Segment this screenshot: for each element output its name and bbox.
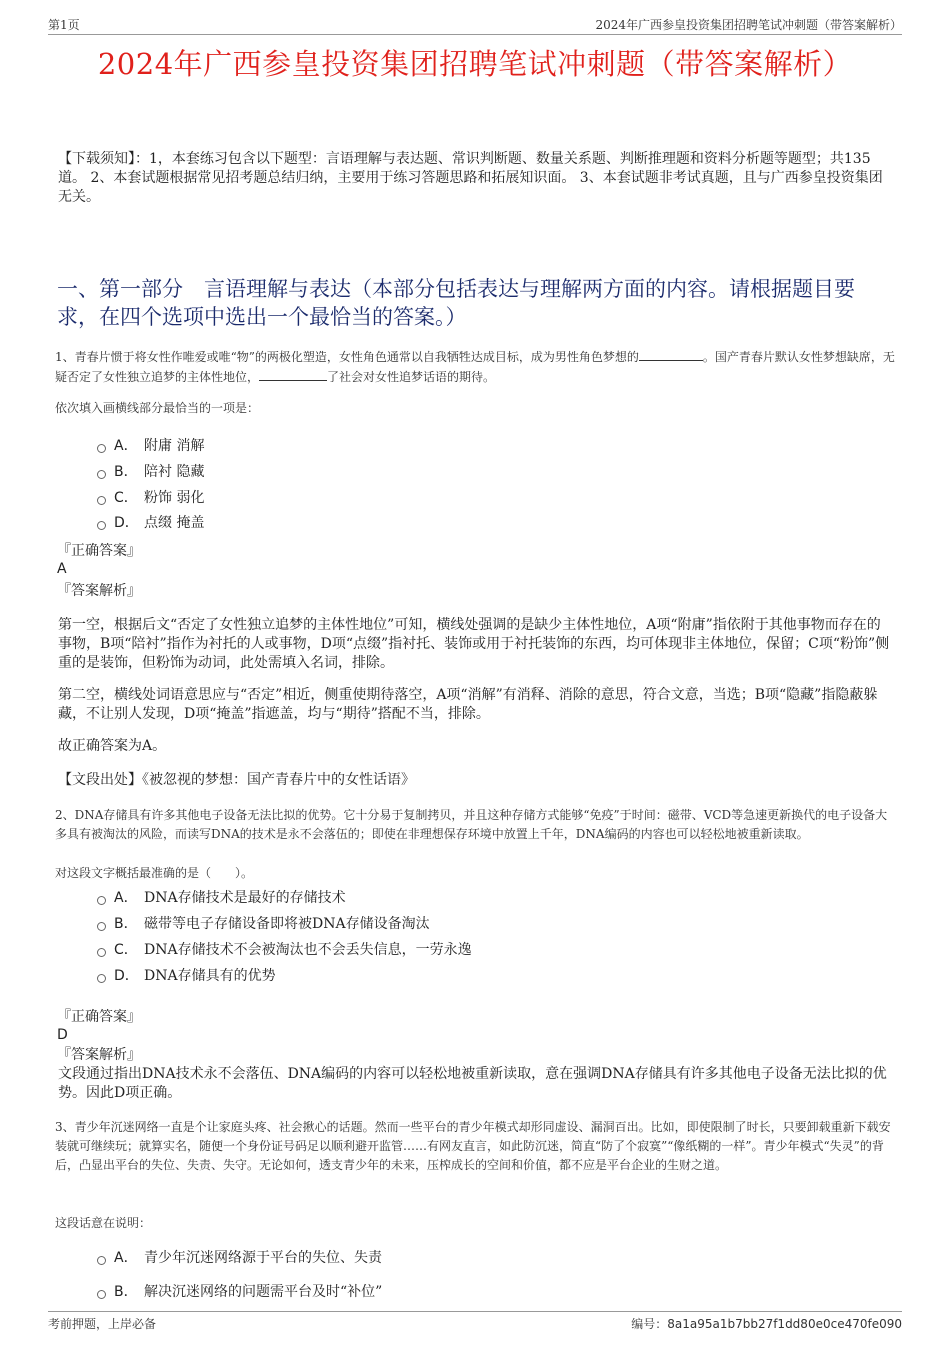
question-2-stem: 2、DNA存储具有许多其他电子设备无法比拟的优势。它十分易于复制拷贝，并且这种存储方式能够“免疫”于时间：磁带、VCD等急速更新换代的电子设备大多具有被淘汰的风险，而读写DNA的技术是永不会落伍的；即使在非理想保存环境中放置上千年，DNA编码的内容也可以轻松地被重新读取。 [55, 808, 888, 841]
option-letter: A． [114, 438, 138, 454]
option-text: 附庸 消解 [144, 438, 205, 454]
q1-source: 【文段出处】《被忽视的梦想：国产青春片中的女性话语》 [58, 772, 415, 788]
option-letter: B． [114, 464, 138, 480]
question-1-stem [55, 347, 895, 387]
option-text: 点缀 掩盖 [144, 515, 205, 531]
q2-answer: D [57, 1027, 68, 1043]
radio-icon[interactable] [97, 1256, 106, 1265]
q3-option-a[interactable] [97, 1248, 382, 1268]
radio-icon[interactable] [97, 496, 106, 505]
option-text: DNA存储具有的优势 [144, 968, 276, 984]
radio-icon[interactable] [97, 948, 106, 957]
radio-icon[interactable] [97, 444, 106, 453]
option-text: 粉饰 弱化 [144, 490, 205, 506]
radio-icon[interactable] [97, 922, 106, 931]
q1-stem-part-a: 1、青春片惯于将女性作唯爱或唯“物”的两极化塑造，女性角色通常以自我牺牲达成目标，成为男性角色梦想的 [55, 350, 639, 364]
q1-analysis-2: 第二空，横线处词语意思应与“否定”相近，侧重使期待落空，A项“消解”有消释、消除的意思，符合文意，当选；B项“隐藏”指隐蔽躲藏，不让别人发现，D项“掩盖”指遮盖，均与“期待”搭配不当，排除。 [58, 687, 878, 722]
document-title: 2024年广西参皇投资集团招聘笔试冲刺题（带答案解析） [97, 47, 853, 81]
question-2-prompt: 对这段文字概括最准确的是（ ）。 [55, 866, 254, 880]
header-rule [48, 34, 902, 35]
q1-answer-label: 『正确答案』 [57, 543, 141, 559]
option-letter: B． [114, 916, 138, 932]
option-letter: C． [114, 942, 138, 958]
radio-icon[interactable] [97, 1290, 106, 1299]
q1-blank-2 [259, 367, 327, 381]
option-letter: D． [114, 515, 139, 531]
option-letter: A． [114, 1250, 138, 1266]
option-text: 磁带等电子存储设备即将被DNA存储设备淘汰 [144, 916, 430, 932]
question-1-prompt: 依次填入画横线部分最恰当的一项是： [55, 401, 260, 415]
option-text: 青少年沉迷网络源于平台的失位、失责 [144, 1250, 382, 1266]
option-text: 陪衬 隐藏 [144, 464, 205, 480]
radio-icon[interactable] [97, 521, 106, 530]
footer-code [631, 1315, 902, 1332]
option-text: DNA存储技术不会被淘汰也不会丢失信息，一劳永逸 [144, 942, 472, 958]
q2-analysis: 文段通过指出DNA技术永不会落伍、DNA编码的内容可以轻松地被重新读取，意在强调DNA存储具有许多其他电子设备无法比拟的优势。因此D项正确。 [58, 1066, 887, 1101]
q2-option-d[interactable] [97, 966, 276, 986]
option-letter: C． [114, 490, 138, 506]
q1-stem-part-c: 了社会对女性追梦话语的期待。 [327, 370, 496, 384]
q1-option-d[interactable] [97, 513, 204, 533]
section-heading: 一、第一部分 言语理解与表达（本部分包括表达与理解两方面的内容。请根据题目要求，在四个选项中选出一个最恰当的答案。） [57, 277, 855, 329]
header-title: 2024年广西参皇投资集团招聘笔试冲刺题（带答案解析） [595, 18, 902, 32]
question-3-stem: 3、青少年沉迷网络一直是个让家庭头疼、社会揪心的话题。然而一些平台的青少年模式却形同虚设、漏洞百出。比如，即使限制了时长，只要卸载重新下载安装就可继续玩；就算实名，随便一个身份证号码足以顺利避开监管……有网友直言，如此防沉迷，简直“防了个寂寞”“像纸糊的一样”。青少年模式“失灵”的背后，凸显出平台的失位、失责、失守。无论如何，透支青少年的未来，压榨成长的空间和价值，都不应是平台企业的生财之道。 [55, 1120, 891, 1172]
q1-option-b[interactable] [97, 462, 204, 482]
q1-analysis-1: 第一空，根据后文“否定了女性独立追梦的主体性地位”可知，横线处强调的是缺少主体性地位，A项“附庸”指依附于其他事物而存在的事物，B项“陪衬”指作为衬托的人或事物，D项“点缀”指衬托、装饰或用于衬托装饰的东西，均可体现非主体地位，保留；C项“粉饰”侧重的是装饰，但粉饰为动词，此处需填入名词，排除。 [58, 617, 890, 671]
download-notice: 【下载须知】：1，本套练习包含以下题型：言语理解与表达题、常识判断题、数量关系题、判断推理题和资料分析题等题型；共135道。 2、本套试题根据常见招考题总结归纳，主要用于练习答题思路和拓展知识面。 3、本套试题非考试真题，且与广西参皇投资集团无关。 [58, 151, 883, 205]
q3-option-b[interactable] [97, 1282, 382, 1302]
footer-code-label: 编号： [631, 1317, 668, 1331]
q1-analysis-label: 『答案解析』 [57, 583, 141, 599]
q1-option-c[interactable] [97, 488, 204, 508]
q1-answer: A [57, 561, 67, 577]
q2-analysis-label: 『答案解析』 [57, 1047, 141, 1063]
footer-code-value: 8a1a95a1b7bb27f1dd80e0ce470fe090 [667, 1317, 902, 1331]
q1-stem-part-b: 。国产青春片默认女性梦想缺席，无疑否定了女性独立追梦的主体性地位， [55, 350, 895, 384]
option-letter: B． [114, 1284, 138, 1300]
option-text: 解决沉迷网络的问题需平台及时“补位” [144, 1284, 383, 1300]
question-3-prompt: 这段话意在说明： [55, 1216, 152, 1230]
q2-option-b[interactable] [97, 914, 430, 934]
q1-blank-1 [639, 347, 703, 361]
option-text: DNA存储技术是最好的存储技术 [144, 890, 346, 906]
footer-slogan: 考前押题，上岸必备 [48, 1317, 157, 1331]
page-number: 第1页 [48, 18, 80, 32]
q2-answer-label: 『正确答案』 [57, 1009, 141, 1025]
q2-option-c[interactable] [97, 940, 472, 960]
q2-option-a[interactable] [97, 888, 346, 908]
radio-icon[interactable] [97, 896, 106, 905]
q1-option-a[interactable] [97, 436, 204, 456]
q1-analysis-3: 故正确答案为A。 [58, 738, 167, 754]
radio-icon[interactable] [97, 470, 106, 479]
footer-rule [48, 1311, 902, 1312]
option-letter: A． [114, 890, 138, 906]
option-letter: D． [114, 968, 139, 984]
radio-icon[interactable] [97, 974, 106, 983]
